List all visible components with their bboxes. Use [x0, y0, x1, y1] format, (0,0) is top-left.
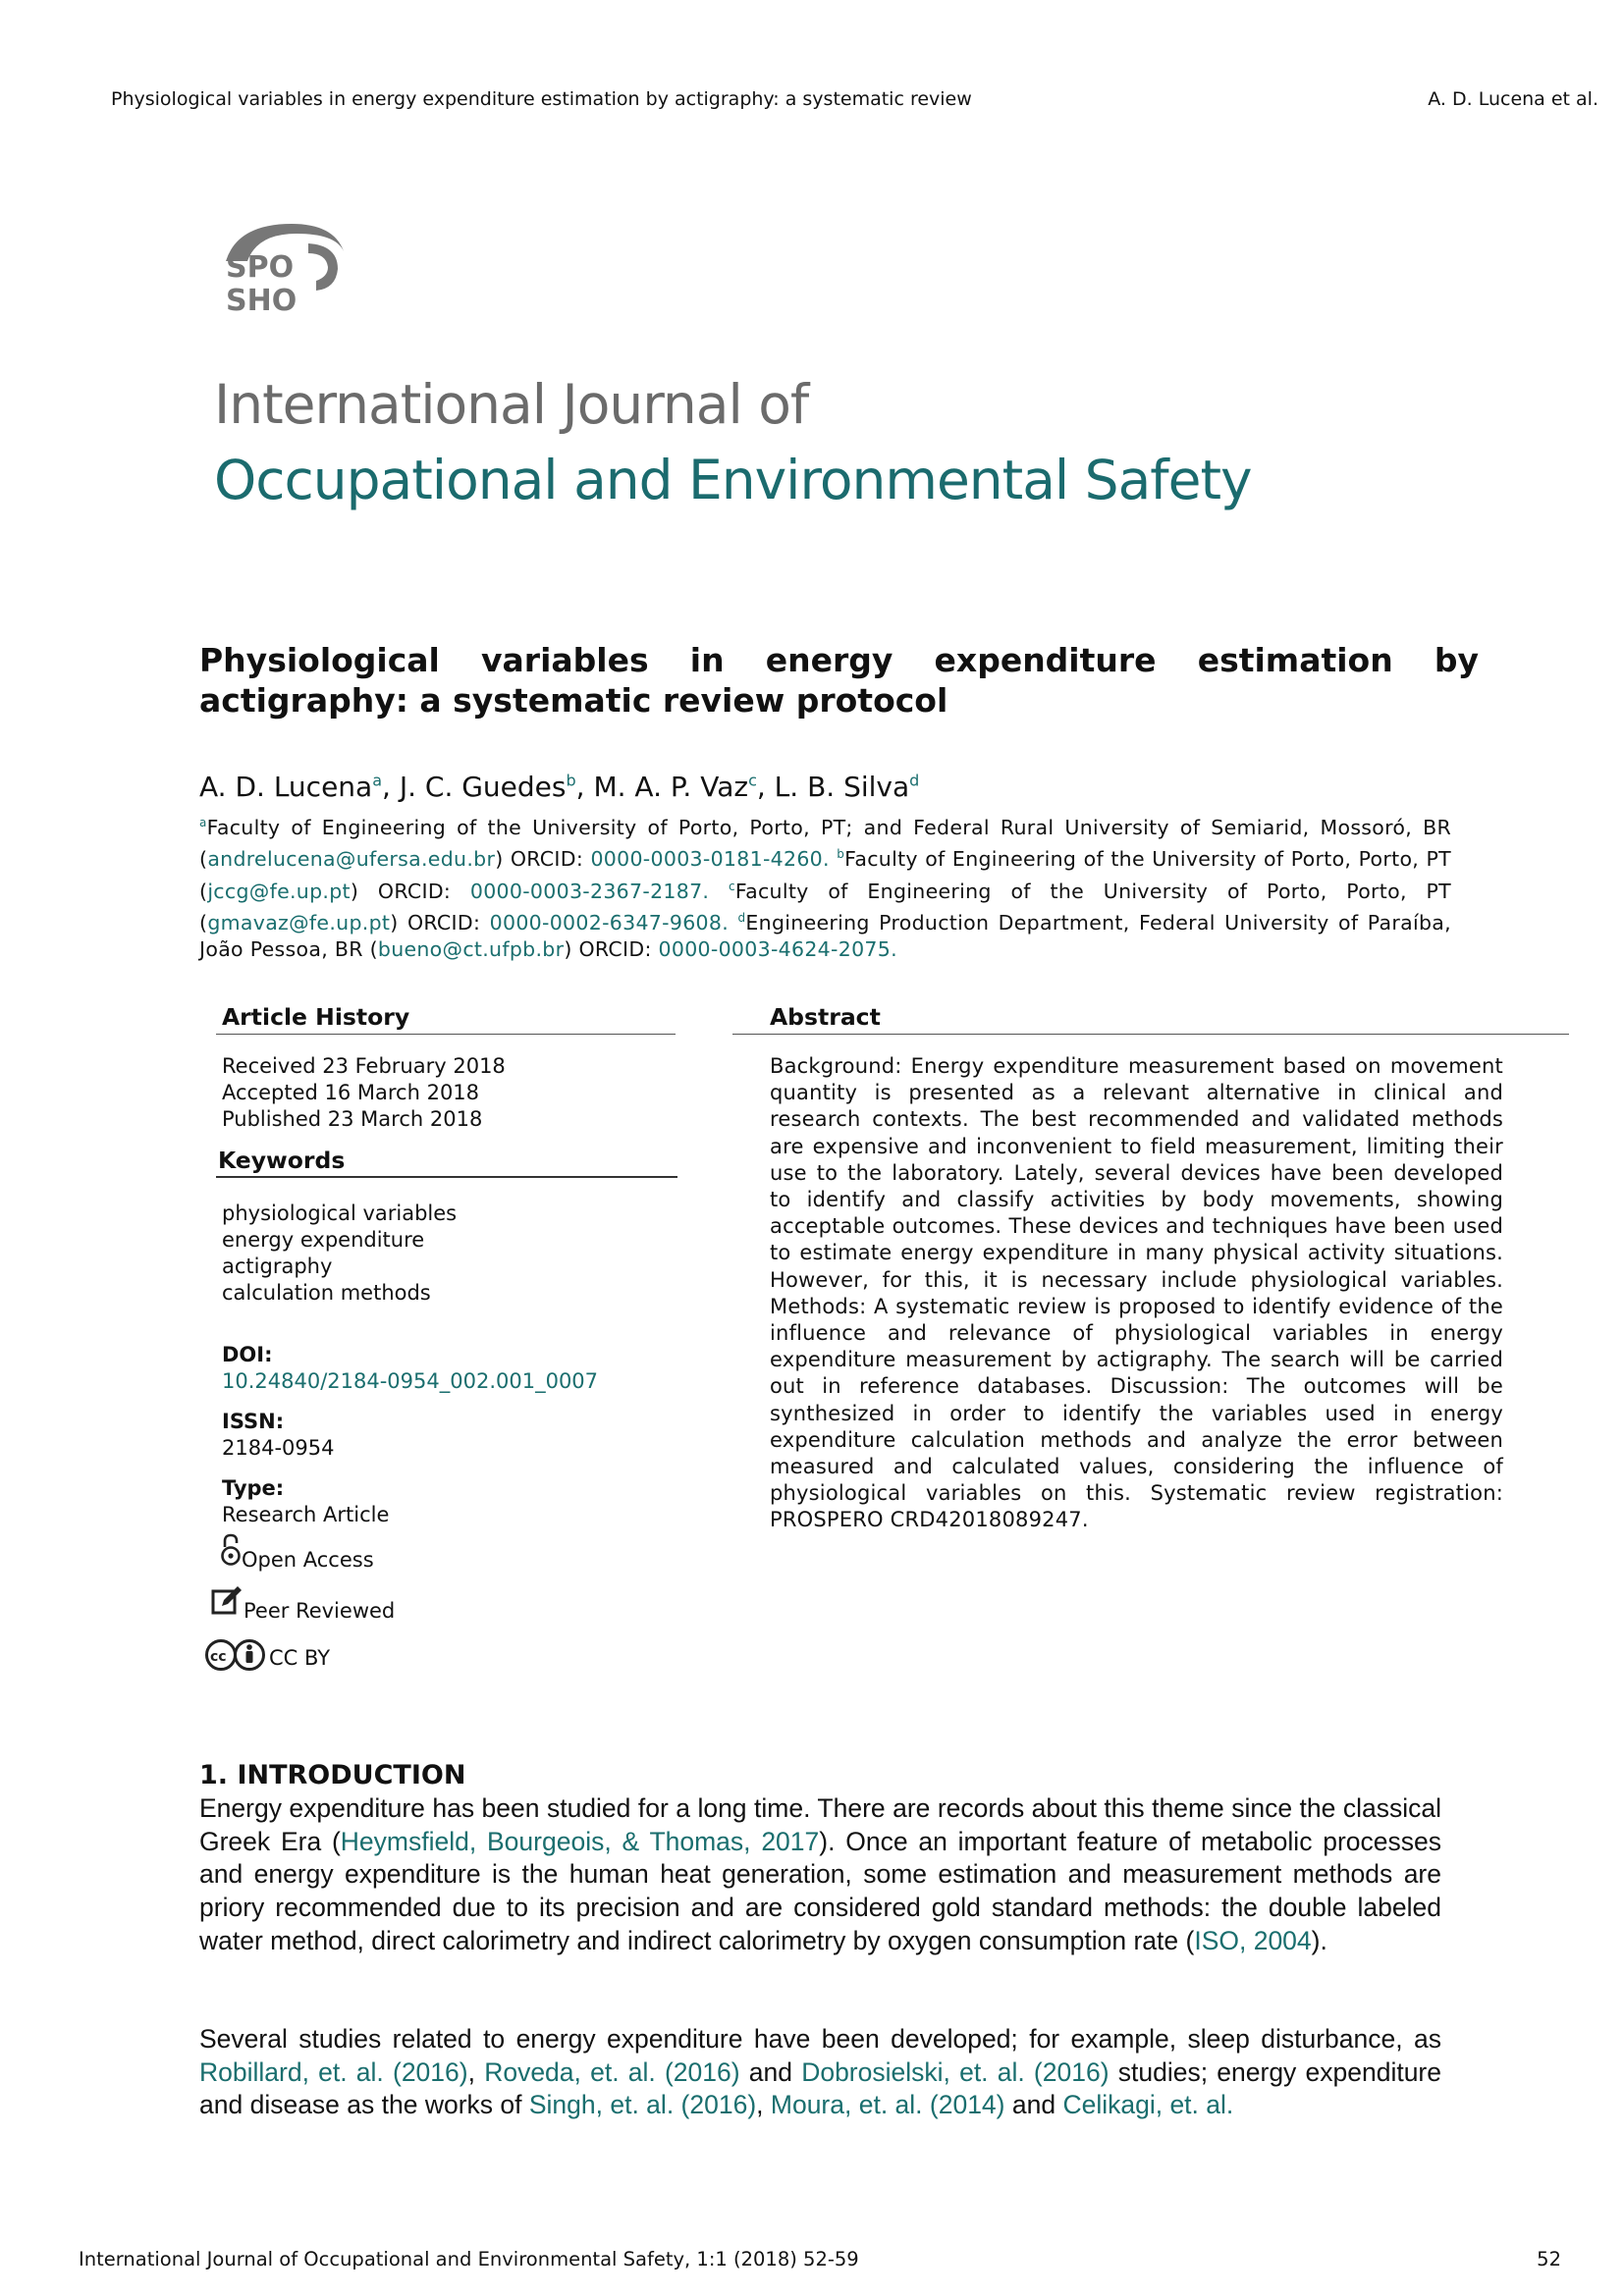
running-header-authors: A. D. Lucena et al.	[1428, 88, 1598, 110]
affiliations	[199, 810, 1451, 964]
orcid-label: ) ORCID:	[564, 937, 659, 962]
orcid-link[interactable]: 0000-0003-4624-2075.	[658, 937, 897, 962]
affiliation-text: Faculty of Engineering of the University of Porto, Porto, PT (	[199, 879, 1451, 934]
author-name: L. B. Silva	[774, 771, 910, 803]
introduction-heading: 1. INTRODUCTION	[199, 1760, 466, 1790]
history-item: Published 23 March 2018	[222, 1107, 483, 1131]
running-header-title: Physiological variables in energy expenditure estimation by actigraphy: a systematic review	[111, 88, 972, 110]
email-link[interactable]: jccg@fe.up.pt	[207, 879, 351, 903]
citation-link[interactable]: Moura, et. al. (2014)	[770, 2090, 1005, 2120]
citation-link[interactable]: Dobrosielski, et. al. (2016)	[801, 2056, 1110, 2087]
author-sup: d	[909, 771, 920, 790]
citation-link[interactable]: ISO, 2004	[1194, 1925, 1312, 1955]
introduction-paragraph	[199, 2023, 1441, 2122]
paragraph-text: ). Once an important feature of metabolic processes and energy expenditure is the human heat generation, some estimation and measurement methods are priory recommended due to its precision and are considered gold standard methods: the double labeled water method, direct calorimetry and indirect calorimetry by oxygen consumption rate (	[199, 1826, 1441, 1955]
open-access-badge	[220, 1533, 374, 1572]
orcid-link[interactable]: 0000-0003-2367-2187.	[469, 879, 710, 903]
affiliation-text: Faculty of Engineering of the University of Porto, Porto, PT; and Federal Rural University of Semiarid, Mossoró, BR (	[199, 815, 1451, 872]
svg-text:SPO: SPO	[226, 250, 295, 285]
article-history-list	[222, 1053, 506, 1133]
type-label: Type:	[222, 1476, 285, 1500]
citation-link[interactable]: Roveda, et. al. (2016)	[484, 2056, 740, 2087]
svg-text:SHO: SHO	[226, 284, 298, 315]
issn-label: ISSN:	[222, 1410, 285, 1433]
affiliation-sup: c	[729, 879, 735, 893]
affiliation-sup: d	[737, 910, 746, 925]
footer-citation: International Journal of Occupational and Environmental Safety, 1:1 (2018) 52-59	[79, 2248, 859, 2270]
history-divider	[216, 1034, 676, 1035]
article-history-heading: Article History	[222, 1003, 410, 1031]
author-sup: b	[566, 771, 576, 790]
edit-pencil-icon	[210, 1584, 244, 1623]
license-label: CC BY	[269, 1645, 331, 1670]
affiliation-text: Faculty of Engineering of the University of Porto, Porto, PT (	[199, 847, 1451, 903]
paragraph-text: studies; energy expenditure and disease as the works of	[199, 2056, 1441, 2120]
doi-label: DOI:	[222, 1343, 273, 1366]
author-sup: a	[372, 771, 383, 790]
citation-link[interactable]: Celikagi, et. al.	[1062, 2090, 1234, 2120]
email-link[interactable]: andrelucena@ufersa.edu.br	[207, 847, 496, 872]
introduction-paragraph	[199, 1792, 1441, 1958]
paragraph-text: ,	[756, 2090, 771, 2120]
sho-logo-icon	[218, 222, 346, 319]
journal-title-line2: Occupational and Environmental Safety	[214, 449, 1252, 511]
affiliation-sup: b	[837, 847, 845, 862]
orcid-link[interactable]: 0000-0002-6347-9608.	[489, 910, 730, 934]
orcid-label: ) ORCID:	[390, 910, 490, 934]
author-list: A. D. Lucena$^a$, J. C. Guedes$^b$, M. A. P. Vaz$^c$, L. B. Silva$^d$	[199, 771, 920, 803]
keywords-list	[222, 1201, 457, 1307]
keywords-divider	[216, 1176, 677, 1178]
author-name: J. C. Guedes	[399, 771, 567, 803]
cc-by-icon	[204, 1637, 269, 1678]
affiliation-sup: a	[199, 816, 207, 829]
paragraph-text: and	[739, 2056, 802, 2087]
email-link[interactable]: gmavaz@fe.up.pt	[207, 910, 391, 934]
paragraph-text: ).	[1311, 1925, 1327, 1955]
abstract-text: Background: Energy expenditure measurement based on movement quantity is presented as a relevant alternative in clinical and research contexts. The best recommended and validated methods are expensive and inconvenient to field measurement, limiting their use to the laboratory. Lately, several devices have been developed to identify and classify activities by body movements, showing acceptable outcomes. These devices and techniques have been used to estimate energy expenditure in many physical activity situations. However, for this, it is necessary include physiological variables. Methods: A systematic review is proposed to identify evidence of the influence and relevance of physiological variables in energy expenditure measurement by actigraphy. The search will be carried out in reference databases. Discussion: The outcomes will be synthesized in order to identify the variables used in energy expenditure calculation methods and analyze the error between measured and calculated values, considering the influence of physiological variables on this. Systematic review registration: PROSPERO CRD42018089247.	[770, 1054, 1503, 1532]
peer-reviewed-badge	[210, 1584, 395, 1623]
author-sup: c	[748, 771, 757, 790]
keywords-heading: Keywords	[218, 1147, 346, 1174]
keyword-item: energy expenditure	[222, 1228, 425, 1252]
keyword-item: actigraphy	[222, 1255, 333, 1278]
journal-title-line1: International Journal of	[214, 373, 809, 436]
article-title: Physiological variables in energy expenditure estimation by actigraphy: a systematic review protocol	[199, 641, 1479, 720]
paragraph-text: and	[1004, 2090, 1063, 2120]
citation-link[interactable]: Heymsfield, Bourgeois, & Thomas, 2017	[340, 1826, 820, 1856]
paragraph-text: Several studies related to energy expenditure have been developed; for example, sleep disturbance, as	[199, 2024, 1441, 2054]
author-name: A. D. Lucena	[199, 771, 373, 803]
orcid-link[interactable]: 0000-0003-0181-4260.	[590, 847, 830, 872]
license-badge	[204, 1637, 330, 1678]
peer-reviewed-label: Peer Reviewed	[244, 1599, 396, 1623]
keyword-item: calculation methods	[222, 1281, 431, 1305]
email-link[interactable]: bueno@ct.ufpb.br	[377, 937, 565, 962]
open-lock-icon	[220, 1533, 242, 1572]
keyword-item: physiological variables	[222, 1201, 458, 1225]
type-value: Research Article	[222, 1503, 390, 1526]
author-name: M. A. P. Vaz	[593, 771, 749, 803]
orcid-label: ) ORCID:	[350, 879, 470, 903]
abstract-divider	[732, 1034, 1569, 1035]
affiliation-text: Engineering Production Department, Federal University of Paraíba, João Pessoa, BR (	[199, 910, 1451, 962]
open-access-label: Open Access	[242, 1548, 374, 1572]
issn-value: 2184-0954	[222, 1436, 335, 1460]
paragraph-text: ,	[467, 2056, 485, 2087]
orcid-label: ) ORCID:	[495, 847, 591, 872]
history-item: Accepted 16 March 2018	[222, 1081, 480, 1104]
doi-link[interactable]: 10.24840/2184-0954_002.001_0007	[222, 1369, 599, 1393]
svg-text:cc: cc	[210, 1649, 227, 1665]
history-item: Received 23 February 2018	[222, 1054, 506, 1078]
page-number: 52	[1537, 2248, 1561, 2270]
abstract-heading: Abstract	[770, 1003, 881, 1031]
paragraph-text: Energy expenditure has been studied for a long time. There are records about this theme since the classical Greek Era (	[199, 1793, 1441, 1856]
citation-link[interactable]: Robillard, et. al. (2016)	[199, 2056, 468, 2087]
citation-link[interactable]: Singh, et. al. (2016)	[528, 2090, 757, 2120]
